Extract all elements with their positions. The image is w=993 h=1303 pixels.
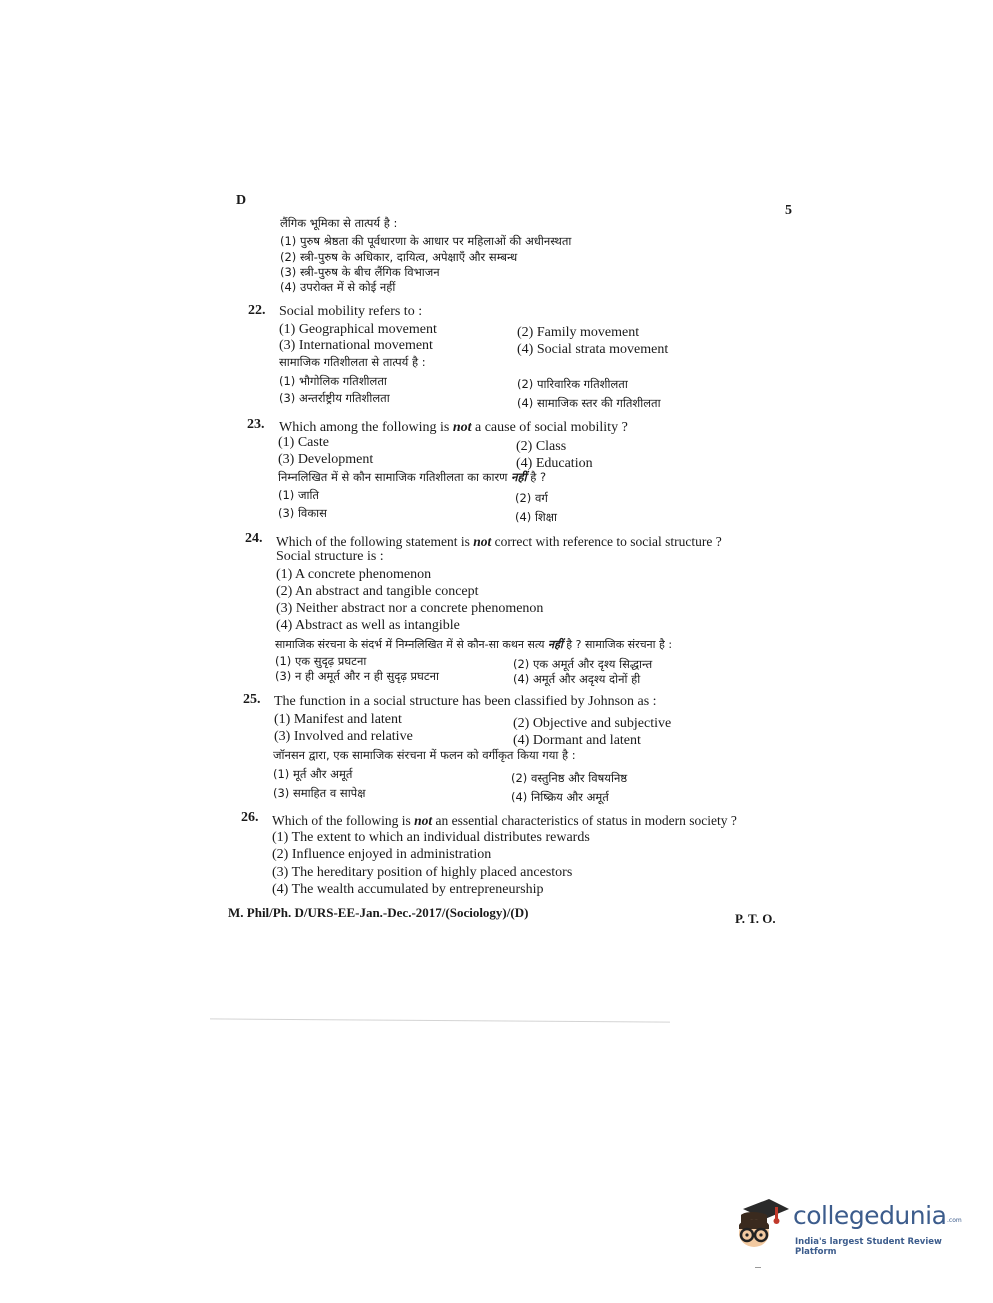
option: (3) Neither abstract nor a concrete phenomenon [276, 601, 544, 616]
option-hindi: (3) न ही अमूर्त और न ही सुदृढ़ प्रघटना [275, 669, 440, 683]
option-hindi: (1) जाति [278, 488, 319, 502]
paper-code-footer: M. Phil/Ph. D/URS-EE-Jan.-Dec.-2017/(Sociology)/(D) [228, 905, 529, 920]
option: (3) Development [278, 452, 374, 467]
question-stem-hindi: सामाजिक संरचना के संदर्भ में निम्नलिखित में से कौन-सा कथन सत्य नहीं है ? सामाजिक संरचना है : [275, 638, 673, 651]
question-number: 25. [243, 692, 261, 707]
option-hindi: (4) शिक्षा [515, 510, 557, 524]
option-hindi: (2) वर्ग [515, 491, 548, 505]
option-hindi: (2) स्त्री-पुरुष के अधिकार, दायित्व, अपेक्षाएँ और सम्बन्ध [280, 250, 518, 264]
question-stem: Which of the following is not an essential characteristics of status in modern society ? [272, 813, 737, 828]
mascot-icon [735, 1195, 793, 1253]
series-code: D [236, 193, 247, 208]
option-hindi: (4) अमूर्त और अदृश्य दोनों ही [513, 672, 641, 686]
question-stem-hindi: सामाजिक गतिशीलता से तात्पर्य है : [279, 355, 426, 369]
question-stem: The function in a social structure has been classified by Johnson as : [274, 694, 657, 709]
option-hindi: (3) समाहित व सापेक्ष [273, 786, 366, 800]
option: (3) Involved and relative [274, 729, 413, 744]
option: (1) The extent to which an individual distributes rewards [272, 830, 590, 845]
question-number: 24. [245, 531, 263, 546]
option: (4) Social strata movement [517, 342, 669, 357]
option: (4) Education [516, 456, 593, 471]
collegedunia-watermark [735, 1195, 965, 1255]
option-hindi: (4) निष्क्रिय और अमूर्त [511, 790, 609, 804]
option-hindi: (2) एक अमूर्त और दृश्य सिद्धान्त [513, 657, 653, 671]
option-hindi: (4) उपरोक्त में से कोई नहीं [280, 280, 396, 294]
option-hindi: (3) अन्तर्राष्ट्रीय गतिशीलता [279, 391, 390, 405]
emphasis: not [473, 534, 492, 549]
brand-name: collegedunia [793, 1201, 947, 1230]
option: (3) The hereditary position of highly placed ancestors [272, 865, 573, 880]
option-hindi: (2) पारिवारिक गतिशीलता [517, 377, 628, 391]
option: (2) Influence enjoyed in administration [272, 847, 492, 862]
page-number: 5 [785, 203, 792, 218]
brand-tagline: India's largest Student Review Platform [795, 1237, 942, 1257]
question-stem-hindi: जॉनसन द्वारा, एक सामाजिक संरचना में फलन को वर्गीकृत किया गया है : [273, 748, 576, 762]
option: (1) Caste [278, 435, 329, 450]
question-number: 26. [241, 810, 259, 825]
scan-artifact-line [210, 1018, 670, 1022]
option-hindi: (2) वस्तुनिष्ठ और विषयनिष्ठ [511, 771, 628, 785]
option: (4) The wealth accumulated by entrepreneurship [272, 882, 544, 897]
question-stem-hindi: लैंगिक भूमिका से तात्पर्य है : [280, 216, 398, 230]
emphasis: not [414, 813, 433, 828]
question-stem: Which of the following statement is not correct with reference to social structure ? [276, 534, 722, 549]
option-hindi: (3) स्त्री-पुरुष के बीच लैंगिक विभाजन [280, 265, 440, 279]
option: (1) A concrete phenomenon [276, 567, 432, 582]
scan-artifact-mark [755, 1267, 761, 1268]
brand-suffix: .com [947, 1217, 962, 1224]
option: (1) Geographical movement [279, 322, 437, 337]
option: (4) Dormant and latent [513, 733, 641, 748]
emphasis: नहीं [511, 470, 527, 484]
option-hindi: (1) पुरुष श्रेष्ठता की पूर्वधारणा के आधार पर महिलाओं की अधीनस्थता [280, 234, 572, 248]
pto-label: P. T. O. [735, 911, 776, 926]
emphasis: not [452, 420, 472, 435]
question-number: 23. [247, 417, 265, 432]
option: (4) Abstract as well as intangible [276, 618, 460, 633]
option-hindi: (1) एक सुदृढ़ प्रघटना [275, 654, 367, 668]
option-hindi: (1) भौगोलिक गतिशीलता [279, 374, 387, 388]
question-stem-hindi: निम्नलिखित में से कौन सामाजिक गतिशीलता का कारण नहीं है ? [278, 470, 547, 484]
question-stem-continued: Social structure is : [276, 549, 384, 564]
option: (3) International movement [279, 338, 433, 353]
option: (2) Class [516, 439, 567, 454]
question-stem: Which among the following is not a cause of social mobility ? [279, 420, 628, 435]
option-hindi: (1) मूर्त और अमूर्त [273, 767, 353, 781]
option: (2) Objective and subjective [513, 716, 672, 731]
question-number: 22. [248, 303, 266, 318]
option-hindi: (4) सामाजिक स्तर की गतिशीलता [517, 396, 661, 410]
option-hindi: (3) विकास [278, 506, 327, 520]
option: (2) An abstract and tangible concept [276, 584, 479, 599]
emphasis: नहीं [548, 638, 563, 651]
option: (1) Manifest and latent [274, 712, 402, 727]
option: (2) Family movement [517, 325, 640, 340]
question-stem: Social mobility refers to : [279, 304, 423, 319]
